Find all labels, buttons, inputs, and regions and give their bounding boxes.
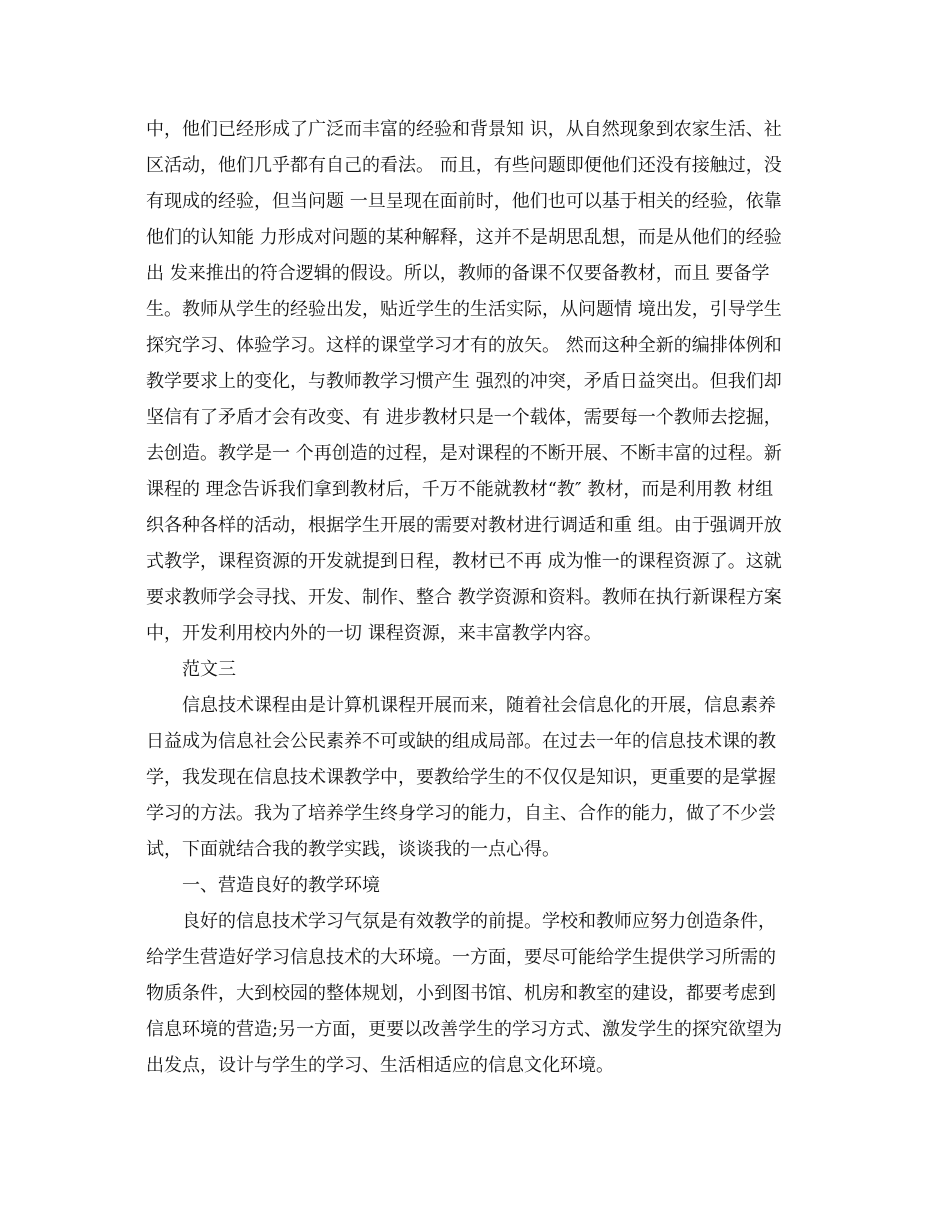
paragraph-2-line: 给学生营造好学习信息技术的大环境。一方面，要尽可能给学生提供学习所需的: [146, 947, 776, 968]
body-line: 坚信有了矛盾才会有改变、有 进步教材只是一个载体，需要每一个教师去挖掘，: [146, 407, 782, 428]
body-line: 探究学习、体验学习。这样的课堂学习才有的放矢。 然而这种全新的编排体例和: [146, 335, 782, 356]
paragraph-1-line: 信息技术课程由是计算机课程开展而来，随着社会信息化的开展，信息素养: [182, 695, 776, 716]
paragraph-2-line: 信息环境的营造;另一方面，更要以改善学生的学习方式、激发学生的探究欲望为: [146, 1019, 783, 1040]
body-line: 去创造。教学是一 个再创造的过程，是对课程的不断开展、不断丰富的过程。新: [146, 443, 782, 464]
body-line: 式教学，课程资源的开发就提到日程，教材已不再 成为惟一的课程资源了。这就: [146, 551, 782, 572]
body-line: 有现成的经验，但当问题 一旦呈现在面前时，他们也可以基于相关的经验，依靠: [146, 191, 782, 212]
paragraph-1-line: 学习的方法。我为了培养学生终身学习的能力，自主、合作的能力，做了不少尝: [146, 803, 776, 824]
paragraph-1-line: 试，下面就结合我的教学实践，谈谈我的一点心得。: [146, 839, 560, 860]
body-line: 出 发来推出的符合逻辑的假设。所以，教师的备课不仅要备教材，而且 要备学: [146, 263, 770, 284]
body-line: 中，开发利用校内外的一切 课程资源，来丰富教学内容。: [146, 623, 602, 644]
body-line: 教学要求上的变化，与教师教学习惯产生 强烈的冲突，矛盾日益突出。但我们却: [146, 371, 782, 392]
body-line: 生。教师从学生的经验出发，贴近学生的生活实际，从问题情 境出发，引导学生: [146, 299, 782, 320]
paragraph-1-line: 日益成为信息社会公民素养不可或缺的组成局部。在过去一年的信息技术课的教: [146, 731, 776, 752]
subheading-1: 一、营造良好的教学环境: [182, 875, 380, 896]
body-line: 他们的认知能 力形成对问题的某种解释，这并不是胡思乱想，而是从他们的经验: [146, 227, 782, 248]
paragraph-2-line: 出发点，设计与学生的学习、生活相适应的信息文化环境。: [146, 1055, 614, 1076]
paragraph-2-line: 物质条件，大到校园的整体规划，小到图书馆、机房和教室的建设，都要考虑到: [146, 983, 776, 1004]
body-line: 要求教师学会寻找、开发、制作、整合 教学资源和资料。教师在执行新课程方案: [146, 587, 782, 608]
body-line: 织各种各样的活动，根据学生开展的需要对教材进行调适和重 组。由于强调开放: [146, 515, 782, 536]
paragraph-1-line: 学，我发现在信息技术课教学中，要教给学生的不仅仅是知识，更重要的是掌握: [146, 767, 776, 788]
body-line: 中，他们已经形成了广泛而丰富的经验和背景知 识，从自然现象到农家生活、社: [146, 119, 782, 140]
section-heading: 范文三: [182, 659, 236, 680]
body-line: 区活动，他们几乎都有自己的看法。 而且，有些问题即便他们还没有接触过，没: [146, 155, 782, 176]
body-line: 课程的 理念告诉我们拿到教材后，千万不能就教材“教″ 教材，而是利用教 材组: [146, 479, 774, 500]
document-body: [146, 112, 816, 1084]
paragraph-2-line: 良好的信息技术学习气氛是有效教学的前提。学校和教师应努力创造条件，: [182, 911, 776, 932]
